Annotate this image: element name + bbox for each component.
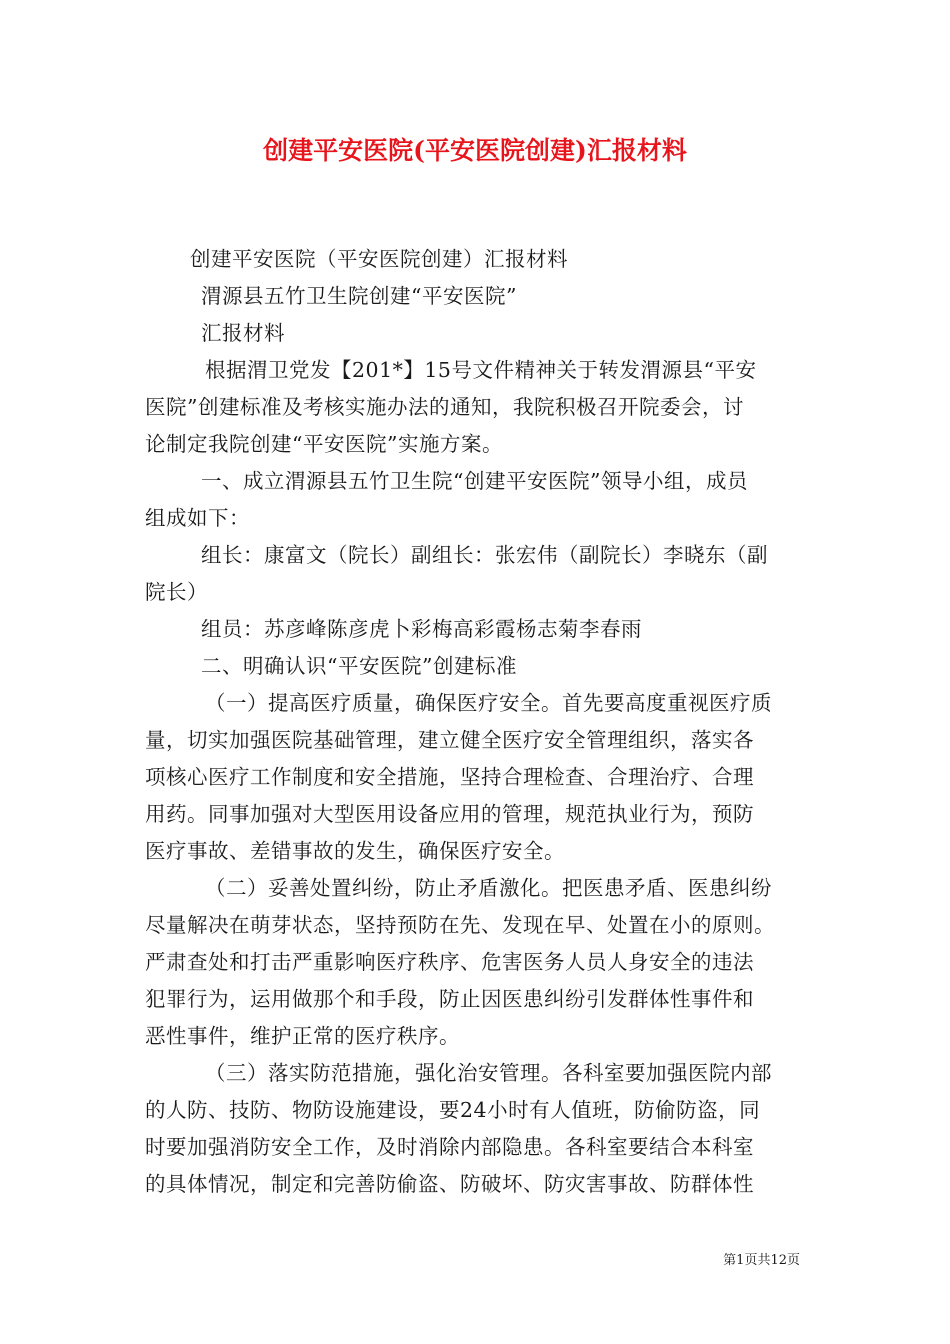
body-line: 医院”创建标准及考核实施办法的通知，我院积极召开院委会，讨 <box>145 395 744 419</box>
body-line: 的具体情况，制定和完善防偷盗、防破坏、防灾害事故、防群体性 <box>145 1172 754 1196</box>
body-line: 组成如下： <box>145 506 250 530</box>
body-line: 项核心医疗工作制度和安全措施，坚持合理检查、合理治疗、合理 <box>145 765 754 789</box>
body-line: 医疗事故、差错事故的发生，确保医疗安全。 <box>145 839 565 863</box>
body-line: 用药。同事加强对大型医用设备应用的管理，规范执业行为，预防 <box>145 802 754 826</box>
body-line: （三）落实防范措施，强化治安管理。各科室要加强医院内部 <box>205 1061 772 1085</box>
document-body <box>145 241 810 1203</box>
body-line: 尽量解决在萌芽状态，坚持预防在先、发现在早、处置在小的原则。 <box>145 913 775 937</box>
body-line: 组长：康富文（院长）副组长：张宏伟（副院长）李晓东（副 <box>201 543 768 567</box>
body-line: 渭源县五竹卫生院创建“平安医院” <box>201 284 517 308</box>
body-line: 汇报材料 <box>201 321 285 345</box>
body-line: 恶性事件，维护正常的医疗秩序。 <box>145 1024 460 1048</box>
body-line: 的人防、技防、物防设施建设，要24小时有人值班，防偷防盗，同 <box>145 1098 761 1122</box>
body-line: 时要加强消防安全工作，及时消除内部隐患。各科室要结合本科室 <box>145 1135 754 1159</box>
body-line: 院长） <box>145 580 208 604</box>
page-number: 第1页共12页 <box>723 1253 800 1268</box>
body-line: 二、明确认识“平安医院”创建标准 <box>201 654 517 678</box>
body-line: 论制定我院创建“平安医院”实施方案。 <box>145 432 503 456</box>
body-line: 严肃查处和打击严重影响医疗秩序、危害医务人员人身安全的违法 <box>145 950 754 974</box>
body-line: 创建平安医院（平安医院创建）汇报材料 <box>190 247 568 271</box>
body-line: 组员：苏彦峰陈彦虎卜彩梅高彩霞杨志菊李春雨 <box>201 617 642 641</box>
document-title: 创建平安医院(平安医院创建)汇报材料 <box>263 136 687 165</box>
body-line: 量，切实加强医院基础管理，建立健全医疗安全管理组织，落实各 <box>145 728 754 752</box>
body-line: （二）妥善处置纠纷，防止矛盾激化。把医患矛盾、医患纠纷 <box>205 876 772 900</box>
body-line: 根据渭卫党发【201*】15号文件精神关于转发渭源县“平安 <box>205 358 757 382</box>
body-line: 一、成立渭源县五竹卫生院“创建平安医院”领导小组，成员 <box>201 469 748 493</box>
body-line: 犯罪行为，运用做那个和手段，防止因医患纠纷引发群体性事件和 <box>145 987 754 1011</box>
body-line: （一）提高医疗质量，确保医疗安全。首先要高度重视医疗质 <box>205 691 772 715</box>
